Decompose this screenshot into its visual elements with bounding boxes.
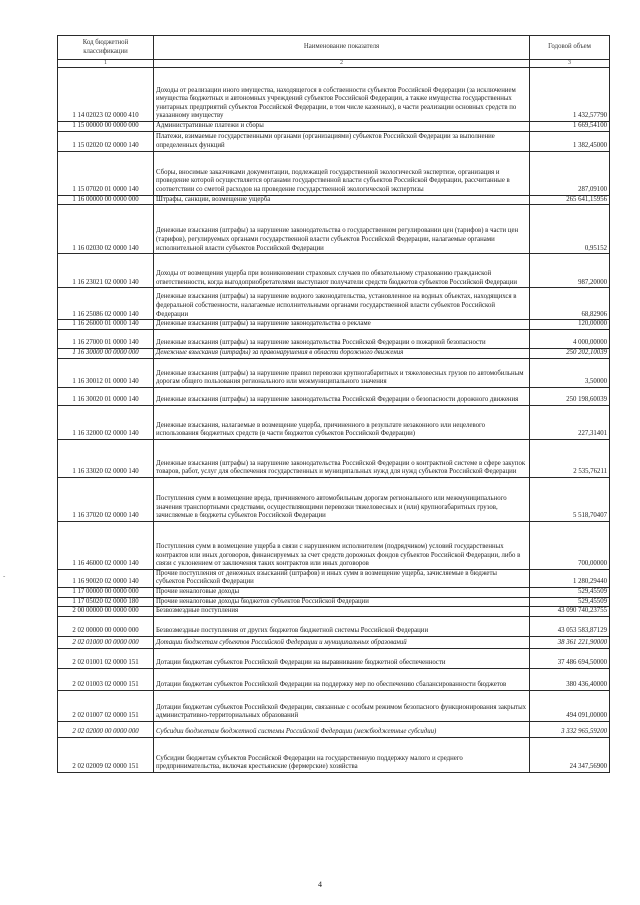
code-cell: 2 02 02000 00 0000 000	[58, 721, 154, 737]
code-cell: 1 16 30012 01 0000 140	[58, 358, 154, 387]
name-cell: Штрафы, санкции, возмещение ущерба	[154, 195, 530, 205]
table-row	[58, 690, 610, 721]
code-cell: 1 16 26000 01 0000 140	[58, 320, 154, 330]
table-row	[58, 668, 610, 690]
table-row	[58, 405, 610, 439]
table-row	[58, 648, 610, 668]
header-volume: Годовой объем	[530, 36, 610, 60]
table-row	[58, 569, 610, 587]
value-cell: 2 535,76211	[530, 439, 610, 477]
name-cell: Денежные взыскания (штрафы) за нарушение законодательства о государственном регулировании цен (тарифов) в части цен (тарифов), регулируемых органами государственной власти субъектов Российской Федерации, налагаемые органами исполнительной власти субъектов Российской Федерации	[154, 205, 530, 254]
name-cell: Поступления сумм в возмещение вреда, причиняемого автомобильным дорогам регионального или межмуниципального значения транспортными средствами, осуществляющими перевозки тяжеловесных и (или) крупногабаритных грузов, зачисляемые в бюджеты субъектов Российской Федерации	[154, 477, 530, 521]
code-cell: 2 02 01007 02 0000 151	[58, 690, 154, 721]
table-row	[58, 477, 610, 521]
code-cell: 1 15 00000 00 0000 000	[58, 122, 154, 132]
name-cell: Безвозмездные поступления от других бюджетов бюджетной системы Российской Федерации	[154, 616, 530, 636]
table-row	[58, 151, 610, 195]
value-cell: 1 432,57790	[530, 68, 610, 122]
table-row	[58, 721, 610, 737]
value-cell: 1 280,29440	[530, 569, 610, 587]
value-cell: 700,00000	[530, 521, 610, 569]
code-cell: 1 17 00000 00 0000 000	[58, 587, 154, 597]
name-cell: Прочие неналоговые доходы бюджетов субъектов Российской Федерации	[154, 597, 530, 607]
name-cell: Административные платежи и сборы	[154, 122, 530, 132]
name-cell: Дотации бюджетам субъектов Российской Федерации на выравнивание бюджетной обеспеченности	[154, 648, 530, 668]
code-cell: 1 14 02023 02 0000 410	[58, 68, 154, 122]
code-cell: 2 02 00000 00 0000 000	[58, 616, 154, 636]
code-cell: 1 16 30020 01 0000 140	[58, 387, 154, 405]
table-row	[58, 122, 610, 132]
code-cell: 1 16 23021 02 0000 140	[58, 254, 154, 288]
value-cell: 287,09100	[530, 151, 610, 195]
name-cell: Сборы, вносимые заказчиками документации, подлежащей государственной экологической экспертизе, организация и проведение которой осуществляется органами государственной власти субъектов Российской Федерации, рассчитанные в соответствии со сметой расходов на проведение государственной экологической экспертизы	[154, 151, 530, 195]
name-cell: Денежные взыскания (штрафы) за нарушение законодательства Российской Федерации о пожарной безопасности	[154, 329, 530, 348]
name-cell: Прочие неналоговые доходы	[154, 587, 530, 597]
code-cell: 1 16 32000 02 0000 140	[58, 405, 154, 439]
column-numbers-row	[58, 60, 610, 68]
code-cell: 1 16 00000 00 0000 000	[58, 195, 154, 205]
value-cell: 987,20000	[530, 254, 610, 288]
table-header	[58, 36, 610, 60]
table-row	[58, 616, 610, 636]
code-cell: 2 02 01001 02 0000 151	[58, 648, 154, 668]
code-cell: 1 15 02020 02 0000 140	[58, 131, 154, 151]
value-cell: 494 091,00000	[530, 690, 610, 721]
table-row	[58, 348, 610, 358]
margin-mark: -	[3, 572, 6, 580]
code-cell: 1 16 02030 02 0000 140	[58, 205, 154, 254]
code-cell: 1 16 30000 00 0000 000	[58, 348, 154, 358]
name-cell: Поступления сумм в возмещение ущерба в связи с нарушением исполнителем (подрядчиком) условий государственных контрактов или иных договоров, финансируемых за счет средств дорожных фондов субъектов Российской Федерации, либо в связи с уклонением от заключения таких контрактов или иных договоров	[154, 521, 530, 569]
table-row	[58, 288, 610, 320]
value-cell: 68,82906	[530, 288, 610, 320]
table-row	[58, 607, 610, 617]
value-cell: 1 382,45000	[530, 131, 610, 151]
value-cell: 38 361 221,90000	[530, 636, 610, 648]
name-cell: Дотации бюджетам субъектов Российской Федерации на поддержку мер по обеспечению сбалансированности бюджетов	[154, 668, 530, 690]
table-row	[58, 439, 610, 477]
name-cell: Доходы от реализации иного имущества, находящегося в собственности субъектов Российской Федерации (за исключением имущества бюджетных и автономных учреждений субъектов Российской Федерации, а также имущества государственных унитарных предприятий субъектов Российской Федерации, в том числе казенных), в части реализации основных средств по указанному имуществу	[154, 68, 530, 122]
name-cell: Денежные взыскания (штрафы) за нарушение законодательства Российской Федерации о безопасности дорожного движения	[154, 387, 530, 405]
value-cell: 529,45509	[530, 587, 610, 597]
name-cell: Субсидии бюджетам бюджетной системы Российской Федерации (межбюджетные субсидии)	[154, 721, 530, 737]
value-cell: 4 000,00000	[530, 329, 610, 348]
header-name: Наименование показателя	[154, 36, 530, 60]
code-cell: 1 15 07020 01 0000 140	[58, 151, 154, 195]
table-row	[58, 636, 610, 648]
value-cell: 43 090 740,23755	[530, 607, 610, 617]
value-cell: 265 641,15956	[530, 195, 610, 205]
value-cell: 380 436,40000	[530, 668, 610, 690]
table-row	[58, 320, 610, 330]
code-cell: 2 02 02009 02 0000 151	[58, 737, 154, 772]
value-cell: 24 347,56900	[530, 737, 610, 772]
table-row	[58, 68, 610, 122]
name-cell: Безвозмездные поступления	[154, 607, 530, 617]
value-cell: 529,45509	[530, 597, 610, 607]
code-cell: 1 16 27000 01 0000 140	[58, 329, 154, 348]
name-cell: Дотации бюджетам субъектов Российской Федерации, связанные с особым режимом безопасного функционирования закрытых административно-территориальных образований	[154, 690, 530, 721]
column-number: 3	[530, 60, 610, 68]
code-cell: 1 16 37020 02 0000 140	[58, 477, 154, 521]
value-cell: 3 332 965,59200	[530, 721, 610, 737]
value-cell: 250 198,60039	[530, 387, 610, 405]
name-cell: Денежные взыскания (штрафы) за правонарушения в области дорожного движения	[154, 348, 530, 358]
value-cell: 250 202,10039	[530, 348, 610, 358]
name-cell: Дотации бюджетам субъектов Российской Федерации и муниципальных образований	[154, 636, 530, 648]
table-row	[58, 597, 610, 607]
table-row	[58, 254, 610, 288]
table-row	[58, 131, 610, 151]
name-cell: Денежные взыскания, налагаемые в возмещение ущерба, причиненного в результате незаконного или нецелевого использования бюджетных средств (в части бюджетов субъектов Российской Федерации)	[154, 405, 530, 439]
value-cell: 3,50000	[530, 358, 610, 387]
header-code: Код бюджетной классификации	[58, 36, 154, 60]
name-cell: Денежные взыскания (штрафы) за нарушение законодательства о рекламе	[154, 320, 530, 330]
value-cell: 120,00000	[530, 320, 610, 330]
code-cell: 2 02 01000 00 0000 000	[58, 636, 154, 648]
table-row	[58, 587, 610, 597]
revenue-table	[57, 35, 610, 773]
code-cell: 2 02 01003 02 0000 151	[58, 668, 154, 690]
table-row	[58, 387, 610, 405]
name-cell: Платежи, взимаемые государственными органами (организациями) субъектов Российской Федерации за выполнение определенных функций	[154, 131, 530, 151]
name-cell: Субсидии бюджетам субъектов Российской Федерации на государственную поддержку малого и среднего предпринимательства, включая крестьянские (фермерские) хозяйства	[154, 737, 530, 772]
value-cell: 43 053 583,87129	[530, 616, 610, 636]
value-cell: 0,95152	[530, 205, 610, 254]
name-cell: Денежные взыскания (штрафы) за нарушение правил перевозки крупногабаритных и тяжеловесных грузов по автомобильным дорогам общего пользования регионального или межмуниципального значения	[154, 358, 530, 387]
value-cell: 1 669,54100	[530, 122, 610, 132]
code-cell: 1 16 33020 02 0000 140	[58, 439, 154, 477]
name-cell: Доходы от возмещения ущерба при возникновении страховых случаев по обязательному страхованию гражданской ответственности, когда выгодоприобретателями выступают получатели средств бюджетов субъектов Российской Федерации	[154, 254, 530, 288]
table-row	[58, 329, 610, 348]
code-cell: 1 16 90020 02 0000 140	[58, 569, 154, 587]
name-cell: Денежные взыскания (штрафы) за нарушение водного законодательства, установленное на водных объектах, находящихся в федеральной собственности, налагаемые исполнительными органами государственной власти субъектов Российской Федерации	[154, 288, 530, 320]
value-cell: 5 518,70407	[530, 477, 610, 521]
code-cell: 2 00 00000 00 0000 000	[58, 607, 154, 617]
code-cell: 1 16 46000 02 0000 140	[58, 521, 154, 569]
table-row	[58, 205, 610, 254]
table-row	[58, 195, 610, 205]
value-cell: 227,31401	[530, 405, 610, 439]
code-cell: 1 16 25086 02 0000 140	[58, 288, 154, 320]
column-number: 2	[154, 60, 530, 68]
code-cell: 1 17 05020 02 0000 180	[58, 597, 154, 607]
table-row	[58, 358, 610, 387]
name-cell: Денежные взыскания (штрафы) за нарушение законодательства Российской Федерации о контрактной системе в сфере закупок товаров, работ, услуг для обеспечения государственных и муниципальных нужд для нужд субъектов Российской Федерации	[154, 439, 530, 477]
value-cell: 37 486 694,50000	[530, 648, 610, 668]
table-row	[58, 737, 610, 772]
table-row	[58, 521, 610, 569]
column-number: 1	[58, 60, 154, 68]
name-cell: Прочие поступления от денежных взысканий (штрафов) и иных сумм в возмещение ущерба, зачисляемые в бюджеты субъектов Российской Федерации	[154, 569, 530, 587]
page-number: 4	[318, 880, 322, 889]
